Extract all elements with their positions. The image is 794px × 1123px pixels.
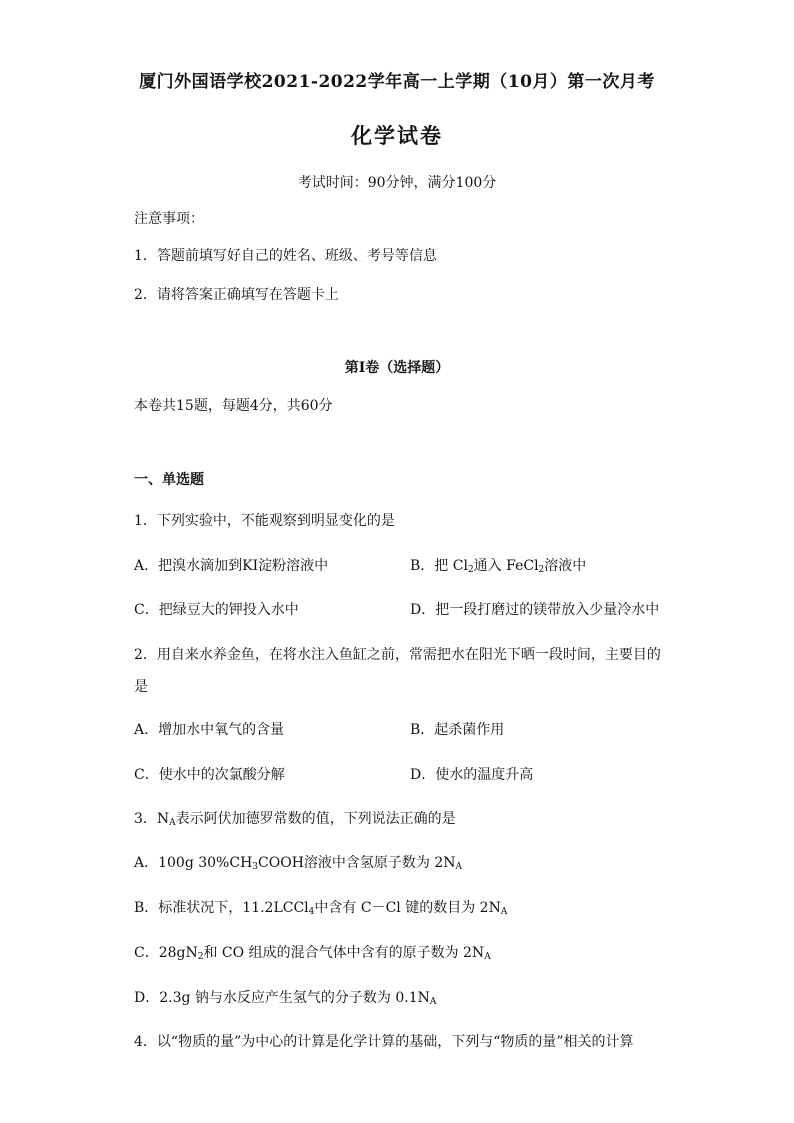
q2-option-c: C．使水中的次氯酸分解 [134,767,285,783]
exam-info: 考试时间：90分钟，满分100分 [297,175,497,191]
exam-title: 厦门外国语学校2021-2022学年高一上学期（10月）第一次月考 [139,72,655,92]
q2-option-d: D．使水的温度升高 [410,767,534,783]
q4-stem-line1: 4．以“物质的量”为中心的计算是化学计算的基础，下列与“物质的量”相关的计算 [134,1034,634,1050]
q2-option-a: A．增加水中氧气的含量 [134,722,285,738]
section-heading: 一、单选题 [134,472,204,488]
q1-option-d: D．把一段打磨过的镁带放入少量冷水中 [410,602,660,618]
q3-option-d: D．2.3g 钠与水反应产生氢气的分子数为 $0.1N_A$ [134,990,437,1007]
q2-stem-line2: 是 [134,679,148,695]
part1-description: 本卷共15题，每题4分，共60分 [134,398,333,414]
q1-option-a: A．把溴水滴加到KI淀粉溶液中 [134,558,329,574]
note-item-2: 2．请将答案正确填写在答题卡上 [134,287,339,303]
q3-option-a: A．100g $30\%CH_3COOH$溶液中含氢原子数为 $2N_A$ [134,855,463,872]
q3-option-c: C．$28gN_2$和 CO 组成的混合气体中含有的原子数为 $2N_A$ [134,945,491,962]
q1-option-c: C．把绿豆大的钾投入水中 [134,602,299,618]
q3-option-b: B．标准状况下，11.2LCCl$_4$中含有 C－Cl 键的数目为 $2N_A$ [134,900,508,917]
q2-stem-line1: 2．用自来水养金鱼，在将水注入鱼缸之前，常需把水在阳光下晒一段时间，主要目的 [134,647,661,663]
q2-option-b: B．起杀菌作用 [410,722,505,738]
part1-heading: 第I卷（选择题） [344,360,450,376]
q3-stem: 3．$N_A$表示阿伏加德罗常数的值，下列说法正确的是 [134,811,456,828]
note-item-1: 1．答题前填写好自己的姓名、班级、考号等信息 [134,248,437,264]
q1-stem: 1．下列实验中，不能观察到明显变化的是 [134,513,395,529]
notes-heading: 注意事项： [134,211,204,227]
exam-subtitle: 化学试卷 [351,123,443,148]
q1-option-b: B．把 $Cl_2$通入 FeCl$_2$溶液中 [410,558,587,575]
